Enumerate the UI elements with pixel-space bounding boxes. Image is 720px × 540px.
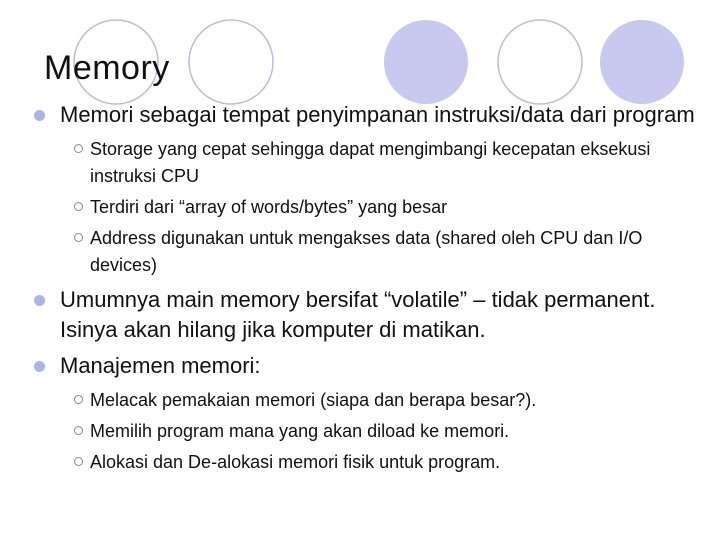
sub-bullet-memilih: [30, 418, 710, 445]
sub-bullet-storage: [30, 136, 710, 190]
bullet-text: Memori sebagai tempat penyimpanan instruksi/data dari program: [60, 102, 695, 127]
deco-circle-filled-2: [600, 20, 684, 104]
sub-bullet-text: Alokasi dan De-alokasi memori fisik untuk program.: [90, 452, 501, 472]
sub-list-manajemen: [30, 387, 710, 476]
bullet-manajemen: [30, 351, 710, 381]
sub-list-memori: [30, 136, 710, 279]
sub-bullet-alokasi: [30, 449, 710, 476]
bullet-memori: [30, 100, 710, 130]
bullet-text: Umumnya main memory bersifat “volatile” – tidak permanent. Isinya akan hilang jika komputer di matikan.: [60, 287, 656, 342]
ring-bullet-icon: [74, 395, 83, 404]
sub-bullet-text: Storage yang cepat sehingga dapat mengimbangi kecepatan eksekusi instruksi CPU: [90, 139, 651, 186]
ring-bullet-icon: [74, 233, 83, 242]
bullet-dot-icon: [34, 361, 45, 372]
bullet-volatile: [30, 285, 710, 345]
slide-title: Memory: [44, 49, 170, 87]
slide-content: [30, 100, 710, 482]
deco-circle-outline-2: [189, 20, 273, 104]
sub-bullet-melacak: [30, 387, 710, 414]
sub-bullet-text: Address digunakan untuk mengakses data (shared oleh CPU dan I/O devices): [90, 228, 643, 275]
sub-bullet-text: Melacak pemakaian memori (siapa dan berapa besar?).: [90, 390, 537, 410]
bullet-dot-icon: [34, 110, 45, 121]
sub-bullet-text: Memilih program mana yang akan diload ke memori.: [90, 421, 510, 441]
sub-bullet-address: [30, 225, 710, 279]
ring-bullet-icon: [74, 144, 83, 153]
deco-circle-outline-3: [498, 20, 582, 104]
bullet-text: Manajemen memori:: [60, 353, 261, 378]
sub-bullet-text: Terdiri dari “array of words/bytes” yang besar: [90, 197, 448, 217]
ring-bullet-icon: [74, 457, 83, 466]
ring-bullet-icon: [74, 202, 83, 211]
ring-bullet-icon: [74, 426, 83, 435]
sub-bullet-array: [30, 194, 710, 221]
deco-circle-filled-1: [384, 20, 468, 104]
bullet-dot-icon: [34, 295, 45, 306]
